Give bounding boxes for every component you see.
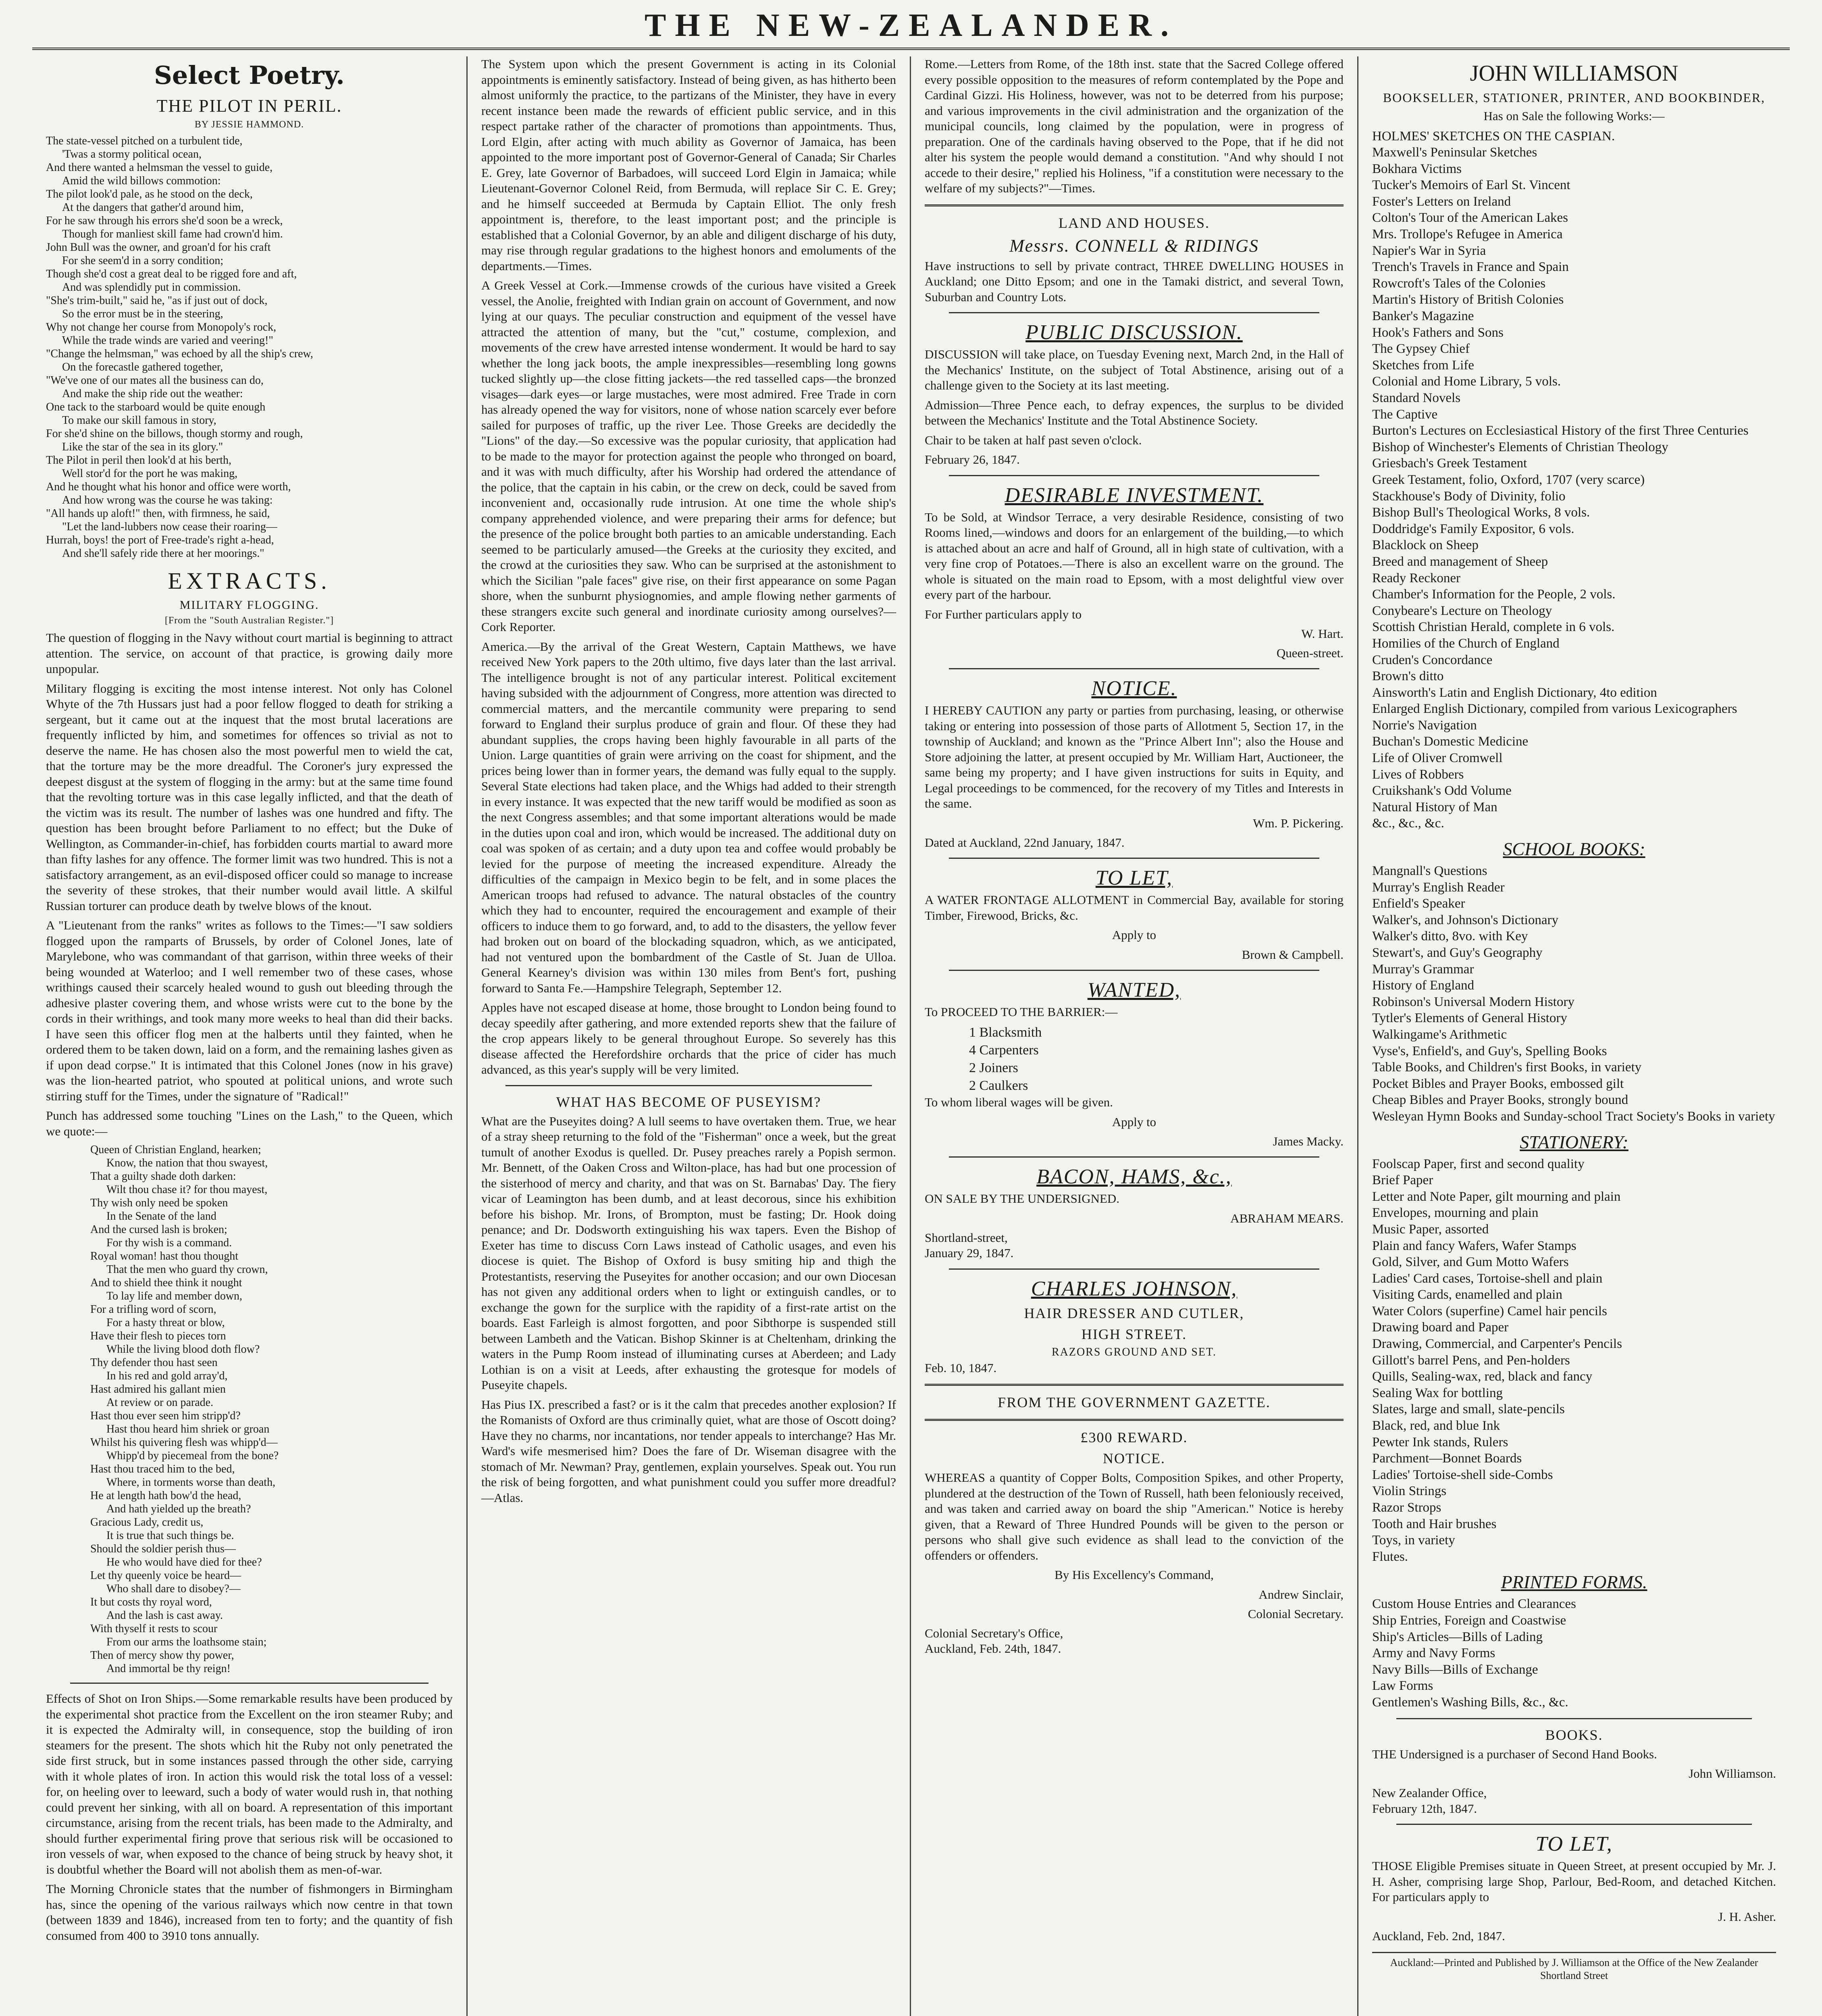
poem-line: "All hands up aloft!" then, with firmness, he said, [46, 507, 270, 520]
ad-body: Apply to [1112, 1114, 1156, 1129]
book-item: Pocket Bibles and Prayer Books, embossed gilt [1372, 1076, 1624, 1091]
divider [1396, 1718, 1752, 1719]
ad-signature: Brown & Campbell. [1242, 947, 1344, 962]
johnson-street: HIGH STREET. [1081, 1326, 1187, 1342]
stationery-item: Quills, Sealing-wax, red, black and fancy [1372, 1369, 1593, 1384]
book-item: Vyse's, Enfield's, and Guy's, Spelling Books [1372, 1043, 1607, 1058]
poem-line: So the error must be in the steering, [62, 308, 223, 320]
poem-line: At the dangers that gather'd around him, [62, 201, 244, 214]
stationery-item: Flutes. [1372, 1549, 1408, 1564]
ad-signature: James Macky. [1273, 1134, 1344, 1148]
bookseller-subheading: BOOKSELLER, STATIONER, PRINTER, AND BOOKBINDER, [1383, 90, 1766, 105]
article-paragraph: Military flogging is exciting the most intense interest. Not only has Colonel Whyte of the 7th Hussars just had a poor fellow flogged to death for striking a sergeant, but it came out at the inquest that the most brutal lacerations are frequently inflicted by him, and sometimes for offences so trivial as not to deserve the name. He has chosen also the most powerful men to wield the cat, that the torture may be the more dreadful. The Coroner's jury expressed the deepest disgust at the system of flogging in the army: but at the same time found that the revolting torture was in this case legally inflicted, and that the death of the victim was its result. The number of lashes was one hundred and fifty. The question has been brought before Parliament to no effect; but the Duke of Wellington, as Commander-in-chief, has forbidden courts martial to award more than fifty lashes for any offence. The former limit was two hundred. This is not a satisfactory arrangement, as an evil-disposed officer could so manage to increase the severity of these strokes, that their number would avail little. A skilful Russian torturer can produce death by twelve blows of the knout. [46, 681, 453, 913]
book-item: Foster's Letters on Ireland [1372, 194, 1511, 209]
book-item: Brown's ditto [1372, 669, 1444, 684]
book-item: Doddridge's Family Expositor, 6 vols. [1372, 521, 1574, 536]
poem-line: "Change the helmsman," was echoed by all the ship's crew, [46, 348, 313, 360]
poem-line: "Let the land-lubbers now cease their roaring— [62, 521, 277, 533]
poem-line: Hast thou ever seen him stripp'd? [90, 1410, 241, 1422]
poem-line: Know, the nation that thou swayest, [106, 1157, 268, 1169]
school-book-list [1372, 863, 1776, 1125]
stationery-item: Brief Paper [1372, 1173, 1433, 1188]
poem-line: In his red and gold array'd, [106, 1370, 228, 1382]
book-item: Robinson's Universal Modern History [1372, 994, 1574, 1009]
divider [949, 312, 1319, 313]
poem-line: 'Twas a stormy political ocean, [62, 148, 202, 160]
columns [32, 56, 1790, 2016]
list-item: 2 Joiners [969, 1060, 1018, 1075]
book-item: Cruikshank's Odd Volume [1372, 783, 1512, 798]
poem-line: Like the star of the sea in its glory." [62, 441, 223, 453]
book-item: Lives of Robbers [1372, 767, 1464, 782]
book-item: Ainsworth's Latin and English Dictionary, 4to edition [1372, 685, 1657, 700]
book-list [1372, 128, 1776, 832]
book-item: Norrie's Navigation [1372, 718, 1477, 733]
ad-body: I HEREBY CAUTION any party or parties from purchasing, leasing, or otherwise taking or entering into possession of those parts of Allotment 5, Section 17, in the township of Auckland; and known as the "Prince Albert Inn"; also the House and Store adjoining the latter, at present occupied by Mr. William Hart, Auctioneer, the same being my property; and I have given instructions for suits in Equity, and Legal proceedings to be commenced, for the recovery of my Titles and Interests in the same. [925, 703, 1344, 810]
poem-line: "She's trim-built," said he, "as if just out of dock, [46, 294, 268, 307]
book-item: Rowcroft's Tales of the Colonies [1372, 276, 1546, 291]
book-item: Chamber's Information for the People, 2 vols. [1372, 587, 1616, 602]
stationery-item: Foolscap Paper, first and second quality [1372, 1156, 1585, 1171]
divider [949, 858, 1319, 859]
poem-line: The state-vessel pitched on a turbulent tide, [46, 135, 243, 147]
stationery-item: Parchment—Bonnet Boards [1372, 1451, 1522, 1466]
ad-signature: Andrew Sinclair, [1258, 1587, 1344, 1602]
stationery-item: Violin Strings [1372, 1484, 1447, 1499]
ad-date: February 12th, 1847. [1372, 1801, 1477, 1816]
book-item: Cruden's Concordance [1372, 652, 1493, 667]
book-item: Stackhouse's Body of Divinity, folio [1372, 489, 1566, 504]
poem-line: Then of mercy show thy power, [90, 1649, 234, 1662]
reward-notice: NOTICE. [1103, 1450, 1165, 1466]
poem-line: And the lash is cast away. [106, 1609, 223, 1622]
poem-line: Though she'd cost a great deal to be rigged fore and aft, [46, 268, 297, 280]
article-paragraph: The question of flogging in the Navy without court martial is beginning to attract attention. The service, on account of that practice, is growing daily more unpopular. [46, 631, 453, 676]
book-item: Mangnall's Questions [1372, 864, 1487, 879]
stationery-item: Gillott's barrel Pens, and Pen-holders [1372, 1353, 1570, 1368]
poem-line: Let thy queenly voice be heard— [90, 1569, 241, 1582]
poem-line: From our arms the loathsome stain; [106, 1636, 267, 1648]
poem-line: And he thought what his honor and office were worth, [46, 481, 291, 493]
book-item: History of England [1372, 978, 1474, 993]
poem-line: Gracious Lady, credit us, [90, 1516, 204, 1529]
form-item: Law Forms [1372, 1679, 1433, 1693]
book-item: Banker's Magazine [1372, 309, 1474, 324]
wanted-list [925, 1024, 1344, 1095]
book-item: Bokhara Victims [1372, 161, 1462, 176]
poem-line: Hast thou heard him shriek or groan [106, 1423, 270, 1435]
article-paragraph: Has Pius IX. prescribed a fast? or is it the calm that precedes another explosion? If the Romanists of Oxford are thus criminally quiet, what are those of Oscott doing? Have they no charms, nor incantations, nor tender appeals to interchange? Has Mr. Ward's wife mesmerised him? Does the fare of Dr. Wiseman disagree with the stomach of Mr. Newman? Pray, gentlemen, explain yourselves. Speak out. You run the risk of being forgotten, and what punishment could you suffer more dreadful?—Atlas. [481, 1397, 896, 1505]
poem-line: It but costs thy royal word, [90, 1596, 212, 1608]
book-item: Scottish Christian Herald, complete in 6 vols. [1372, 620, 1615, 635]
stationery-item: Visiting Cards, enamelled and plain [1372, 1287, 1562, 1302]
article-paragraph: The System upon which the present Government is acting in its Colonial appointments is eminently satisfactory. Instead of being given, as has hitherto been almost uniformly the practice, to the partizans of the Minister, they have in every recent instance been made the rewards of efficient public service, and in this respect partake rather of the character of promotions than appointments. Thus, Lord Elgin, after acting with much ability as Governor of Jamaica, has been appointed to the more important post of Governor-General of Canada; Sir Charles E. Grey, late Governor of Barbadoes, will succeed Lord Elgin in Jamaica; while Lieutenant-Governor Colonel Reid, from Bermuda, will replace Sir C. E. Grey; and he himself succeeded at Bermuda by Captain Elliot. The only fresh appointment is, therefore, to the least important post; and the principle is established that a Colonial Governor, by an able and diligent discharge of his duty, may rise through regular gradations to the highest honors and emoluments of the departments.—Times. [481, 57, 896, 273]
stationery-list [1372, 1156, 1776, 1565]
poem-line: Should the soldier perish thus— [90, 1543, 236, 1555]
stationery-item: Tooth and Hair brushes [1372, 1516, 1497, 1531]
divider [925, 1384, 1344, 1386]
ad-body: DISCUSSION will take place, on Tuesday Evening next, March 2nd, in the Hall of the Mechanics' Institute, on the subject of Total Abstinence, arising out of a challenge given to the Society at its last meeting. [925, 347, 1344, 392]
bacon-heading: BACON, HAMS, &c., [1036, 1165, 1232, 1188]
poem-line: While the trade winds are varied and veering!" [62, 334, 273, 347]
poem-line: For a trifling word of scorn, [90, 1303, 216, 1316]
poem-line: Have their flesh to pieces torn [90, 1330, 226, 1342]
poem-line: John Bull was the owner, and groan'd for his craft [46, 241, 271, 254]
imprint: Auckland:—Printed and Published by J. Williamson at the Office of the New Zealander Shortland Street [1372, 1952, 1776, 1982]
poem-line: One tack to the starboard would be quite enough [46, 401, 266, 413]
ad-body: To whom liberal wages will be given. [925, 1095, 1113, 1109]
divider [505, 1085, 872, 1086]
ad-signature: ABRAHAM MEARS. [1230, 1211, 1344, 1225]
poem-line: Queen of Christian England, hearken; [90, 1143, 261, 1156]
tolet-heading: TO LET, [1095, 866, 1173, 889]
poem-line: Thy wish only need be spoken [90, 1197, 228, 1209]
printed-forms-heading: PRINTED FORMS. [1501, 1572, 1647, 1593]
article-paragraph: The Morning Chronicle states that the number of fishmongers in Birmingham has, since the opening of the various railways which now centre in that town (between 1839 and 1846), increased from ten to forty; and the quantity of fish consumed from 400 to 3910 tons annually. [46, 1882, 453, 1943]
book-item: Tytler's Elements of General History [1372, 1011, 1567, 1026]
book-item: Natural History of Man [1372, 800, 1498, 814]
poem-line: And how wrong was the course he was taking: [62, 494, 273, 506]
masthead-title: THE NEW-ZEALANDER. [644, 8, 1178, 43]
ad-body: For Further particulars apply to [925, 607, 1082, 621]
list-item: 4 Carpenters [969, 1043, 1039, 1058]
ad-body: A WATER FRONTAGE ALLOTMENT in Commercial Bay, available for storing Timber, Firewood, Bricks, &c. [925, 893, 1344, 923]
divider [949, 1268, 1319, 1270]
ad-date: Dated at Auckland, 22nd January, 1847. [925, 835, 1125, 850]
poem-line: The Pilot in peril then look'd at his berth, [46, 454, 231, 467]
article-paragraph: A Greek Vessel at Cork.—Immense crowds of the curious have visited a Greek vessel, the Anolie, freighted with Indian grain on account of Government, and now lying at our quays. The peculiar construction and equipment of the vessel have attracted the attention of many, but the "cut," costume, complexion, and movements of the crew have arrested intense wonderment. It would be hard to say whether the long jack boots, the ample inexpressibles—resembling long gowns tucked slightly up—the close fitting jackets—the red tasselled caps—the bronzed visages—dark eyes—or large mustaches, were most admired. Free Trade in corn has already opened the way for visitors, none of whose nation scarcely ever before sailed for purposes of traffic, up the river Lee. Those Greeks are decidedly the "Lions" of the day.—So excessive was the popular curiosity, that application had to be made to the mayor for protection against the people who thronged on board, and it was with much difficulty, after his Worship had ordered the attendance of the police, that the captain in his cabin, or the crew on deck, could be saved from inconvenient and, occasionally rude intrusion. At one time the whole ship's company apprehended violence, and were preparing their arms for defence; but the presence of the police brought both parties to an amicable understanding. Each seemed to be particularly amused—the Greeks at the curiosity they excited, and the crowd at the curiosities they saw. Who can be surprised at the astonishment to which the Sicilian "pale faces" give rise, on their first appearance on some Pagan shore, when the sunburnt physiognomies, and ample flowing nether garments of these strangers excite such general and inordinate curiosity among ourselves?—Cork Reporter. [481, 278, 896, 634]
poem-line: Whilst his quivering flesh was whipp'd— [90, 1436, 278, 1449]
tolet-heading: TO LET, [1535, 1833, 1613, 1856]
gazette-heading: FROM THE GOVERNMENT GAZETTE. [998, 1394, 1271, 1410]
poem-line: Why not change her course from Monopoly's rock, [46, 321, 277, 333]
poem-line: Amid the wild billows commotion: [62, 175, 221, 187]
book-item: Greek Testament, folio, Oxford, 1707 (very scarce) [1372, 472, 1645, 487]
column-1 [32, 56, 468, 2016]
poem-line: And immortal be thy reign! [106, 1662, 231, 1675]
book-item: The Captive [1372, 407, 1438, 422]
divider [949, 475, 1319, 476]
ad-signature: John Williamson. [1689, 1766, 1776, 1781]
book-item: Burton's Lectures on Ecclesiastical History of the first Three Centuries [1372, 423, 1749, 438]
divider [925, 204, 1344, 206]
poem-line: For thy wish is a command. [106, 1237, 232, 1249]
book-item: The Gypsey Chief [1372, 342, 1470, 356]
list-item: 1 Blacksmith [969, 1025, 1042, 1040]
poem-line: Where, in torments worse than death, [106, 1476, 276, 1489]
poem-line: Royal woman! hast thou thought [90, 1250, 239, 1262]
ad-date: Auckland, Feb. 2nd, 1847. [1372, 1929, 1505, 1943]
book-item: Ready Reckoner [1372, 571, 1460, 585]
book-item: Griesbach's Greek Testament [1372, 456, 1527, 471]
book-item: HOLMES' SKETCHES ON THE CASPIAN. [1372, 129, 1615, 144]
stationery-heading: STATIONERY: [1520, 1131, 1629, 1152]
divider [925, 1419, 1344, 1421]
book-item: Table Books, and Children's first Books, in variety [1372, 1060, 1642, 1075]
ad-signature: Wm. P. Pickering. [1253, 816, 1344, 830]
reward-heading: £300 REWARD. [1080, 1429, 1188, 1445]
poem-line: To make our skill famous in story, [62, 414, 216, 427]
poem-line: For a hasty threat or blow, [106, 1316, 225, 1329]
poem-line: "We've one of our mates all the business can do, [46, 374, 264, 387]
notice-heading: NOTICE. [1091, 677, 1177, 700]
book-item: Walkingame's Arithmetic [1372, 1027, 1507, 1042]
poem-title: THE PILOT IN PERIL. [156, 96, 342, 116]
book-item: Murray's English Reader [1372, 880, 1505, 895]
book-item: Breed and management of Sheep [1372, 554, 1548, 569]
poem-line: For she'd shine on the billows, though stormy and rough, [46, 427, 303, 440]
poem-line: Thy defender thou hast seen [90, 1356, 218, 1369]
poem-line: And there wanted a helmsman the vessel to guide, [46, 161, 273, 174]
book-item: Cheap Bibles and Prayer Books, strongly bound [1372, 1093, 1629, 1108]
book-item: Hook's Fathers and Sons [1372, 325, 1504, 340]
form-item: Gentlemen's Washing Bills, &c., &c. [1372, 1695, 1568, 1710]
book-item: Trench's Travels in France and Spain [1372, 260, 1569, 275]
bookseller-heading: JOHN WILLIAMSON [1470, 61, 1678, 86]
book-item: Maxwell's Peninsular Sketches [1372, 145, 1537, 160]
stationery-item: Black, red, and blue Ink [1372, 1418, 1500, 1433]
book-item: Colonial and Home Library, 5 vols. [1372, 374, 1561, 389]
book-item: Enlarged English Dictionary, compiled from various Lexicographers [1372, 702, 1737, 716]
flogging-title: MILITARY FLOGGING. [179, 598, 319, 612]
stationery-item: Gold, Silver, and Gum Motto Wafers [1372, 1255, 1569, 1270]
divider [1396, 1824, 1752, 1825]
ad-body: ON SALE BY THE UNDERSIGNED. [925, 1191, 1120, 1206]
ad-body: Apply to [1112, 928, 1156, 942]
poem-line: And was splendidly put in commission. [62, 281, 241, 294]
discussion-heading: PUBLIC DISCUSSION. [1025, 321, 1243, 344]
poem-line: And hath yielded up the breath? [106, 1503, 251, 1515]
ad-body: To be Sold, at Windsor Terrace, a very desirable Residence, consisting of two Rooms lined,—windows and doors for an enlargement of the building,—to which is attached about an acre and half of Ground, all in high state of cultivation, with a very fine crop of Potatoes.—There is also an excellent warre on the ground. The whole is situated on the main road to Epsom, with a most delightful view over every part of the harbour. [925, 510, 1344, 602]
stationery-item: Letter and Note Paper, gilt mourning and plain [1372, 1189, 1621, 1204]
johnson-heading: CHARLES JOHNSON, [1031, 1277, 1238, 1300]
poem-line: For he saw through his errors she'd soon be a wreck, [46, 215, 283, 227]
poem-line: He who would have died for thee? [106, 1556, 262, 1568]
book-item: Mrs. Trollope's Refugee in America [1372, 227, 1563, 242]
poem-line: Hast admired his gallant mien [90, 1383, 226, 1395]
poem-line: With thyself it rests to scour [90, 1622, 218, 1635]
stationery-item: Sealing Wax for bottling [1372, 1385, 1503, 1400]
poem-line: To lay life and member down, [106, 1290, 243, 1302]
poem-line: Who shall dare to disobey?— [106, 1583, 241, 1595]
stationery-item: Envelopes, mourning and plain [1372, 1206, 1539, 1220]
ad-body: WHEREAS a quantity of Copper Bolts, Composition Spikes, and other Property, plundered at the destruction of the Town of Russell, hath been feloniously received, and was taken and carried away on board the ship "American." Notice is hereby given, that a Reward of Three Hundred Pounds will be given to the person or persons who shall give such evidence as shall lead to the conviction of the offenders or offenders. [925, 1470, 1344, 1562]
book-item: Wesleyan Hymn Books and Sunday-school Tract Society's Books in variety [1372, 1109, 1775, 1124]
poem-body [46, 134, 453, 560]
stationery-item: Slates, large and small, slate-pencils [1372, 1402, 1565, 1417]
ad-body: Chair to be taken at half past seven o'clock. [925, 433, 1142, 447]
bookseller-intro: Has on Sale the following Works:— [1483, 109, 1665, 123]
poem-line: Hurrah, boys! the port of Free-trade's right a-head, [46, 534, 274, 546]
form-item: Custom House Entries and Clearances [1372, 1597, 1576, 1612]
johnson-razors: RAZORS GROUND AND SET. [1051, 1345, 1217, 1358]
book-item: Walker's ditto, 8vo. with Key [1372, 929, 1528, 944]
poem-line: The pilot look'd pale, as he stood on the deck, [46, 188, 253, 200]
article-paragraph: Effects of Shot on Iron Ships.—Some remarkable results have been produced by the experimental shot practice from the Excellent on the iron steamer Ruby; and it is expected the Admiralty will, in consequence, stop the building of iron steamers for the present. The shots which hit the Ruby not only penetrated the side first struck, but in some instances passed through the other side, carrying with it whole plates of iron. In action this would risk the total loss of a vessel: for, on heeling over to leeward, such a body of water would rush in, that nothing could prevent her sinking, with all on board. A representation of this important circumstance, arising from the recent trials, has been made to the Admiralty, and should further experimental firing prove that serious risk will be occasioned to iron vessels of war, when exposed to the chance of being struck by heavy shot, it is doubtful whether the Board will not abolish them as men-of-war. [46, 1691, 453, 1876]
poem-line: And the cursed lash is broken; [90, 1223, 227, 1236]
divider [949, 970, 1319, 971]
wanted-heading: WANTED, [1087, 978, 1181, 1002]
ad-address: Shortland-street, [925, 1230, 1008, 1245]
book-item: Bishop Bull's Theological Works, 8 vols. [1372, 505, 1590, 520]
book-item: Tucker's Memoirs of Earl St. Vincent [1372, 178, 1570, 193]
article-paragraph: Punch has addressed some touching "Lines on the Lash," to the Queen, which we quote:— [46, 1108, 453, 1138]
poem-line: And to shield thee think it nought [90, 1277, 242, 1289]
land-firm: Messrs. CONNELL & RIDINGS [1009, 235, 1259, 256]
poem-line: Whipp'd by piecemeal from the bone? [106, 1450, 279, 1462]
book-item: Buchan's Domestic Medicine [1372, 734, 1529, 749]
column-3 [911, 56, 1358, 2016]
book-item: &c., &c., &c. [1372, 816, 1444, 831]
book-item: Conybeare's Lecture on Theology [1372, 603, 1552, 618]
ad-signature: Colonial Secretary. [1248, 1606, 1344, 1621]
ad-signature: J. H. Asher. [1718, 1909, 1776, 1924]
stationery-item: Ladies' Tortoise-shell side-Combs [1372, 1467, 1553, 1482]
ad-date: February 26, 1847. [925, 452, 1020, 467]
divider [949, 668, 1319, 669]
ad-body: Have instructions to sell by private contract, THREE DWELLING HOUSES in Auckland; one Ditto Epsom; and one in the Tamaki district, and several Town, Suburban and Country Lots. [925, 258, 1344, 304]
poem-line: In the Senate of the land [106, 1210, 216, 1223]
list-item: 2 Caulkers [969, 1078, 1028, 1093]
stationery-item: Drawing board and Paper [1372, 1320, 1509, 1335]
article-paragraph: Apples have not escaped disease at home, those brought to London being found to decay speedily after gathering, and more extended reports shew that the failure of the crop appears likely to be general throughout Europe. So severely has this disease affected the Herefordshire orchards that the price of cider has much advanced, as this year's supply will be very limited. [481, 1000, 896, 1077]
book-item: Martin's History of British Colonies [1372, 292, 1564, 307]
extracts-heading: EXTRACTS. [168, 568, 331, 594]
article-paragraph: Rome.—Letters from Rome, of the 18th inst. state that the Sacred College offered every possible opposition to the measures of reform contemplated by the Pope and Cardinal Gizzi. His Holiness, however, was not to be deterred from his purpose; and various improvements in the civil administration and the organization of the municipal councils, long claimed by the population, were in progress of preparation. One of the cardinals having observed to the Pope, that if he did not alter his system the people would demand a constitution. "And why should I not accede to their desire," replied his Holiness, "if a constitution were necessary to the welfare of my subjects?"—Times. [925, 57, 1344, 195]
form-item: Army and Navy Forms [1372, 1646, 1495, 1661]
poem-line: That the men who guard thy crown, [106, 1263, 268, 1276]
poem-line: Well stor'd for the port he was making, [62, 467, 238, 480]
ad-body: By His Excellency's Command, [1055, 1568, 1214, 1582]
poem-line: He at length hath bow'd the head, [90, 1489, 241, 1502]
column-4 [1358, 56, 1790, 2016]
poem-line: That a guilty shade doth darken: [90, 1170, 236, 1183]
ad-signature: Queen-street. [1276, 646, 1344, 660]
poem-line: For she seem'd in a sorry condition; [62, 254, 224, 267]
stationery-item: Ladies' Card cases, Tortoise-shell and plain [1372, 1271, 1603, 1286]
poem-line: Hast thou traced him to the bed, [90, 1463, 235, 1475]
article-paragraph: What are the Puseyites doing? A lull seems to have overtaken them. True, we hear of a stray sheep returning to the fold of the "Fisherman" once a week, but the great tumult of another Exodus is quelled. Dr. Pusey preaches rarely a Popish sermon. Mr. Bennett, of the Oaken Cross and Wilton-place, has had but one procession of the sisterhood of mercy and charity, and that was on St. Barnabas' Day. The fiery vicar of Leamington has been dumb, and at least decorous, since his exhibition before his bishop. Mr. Irons, of Brompton, must be fasting; Dr. Hook doing penance; and Dr. Dodsworth extinguishing his wax tapers. Even the Bishop of Exeter has time to discuss Corn Laws instead of Catholic usages, and even his diocese is quiet. The Bishop of Oxford is busy smiting hip and thigh the Protestantists, reserving the Puseyites for another occasion; and our own Diocesan has not given any additional orders when to light or extinguish candles, or to exchange the gown for the surplice with the rapidity of a first-rate artist on the boards. East Farleigh is almost forgotten, and poor Sibthorpe is suspended still between Lambeth and the Vatican. Bishop Skinner is at Cheltenham, drinking the waters in the Pump Room instead of illuminating curses at Aberdeen; and Lady Lothian is on a visit at Leeds, after exhausting the grotesque for models of Puseyite chapels. [481, 1114, 896, 1392]
book-item: Sketches from Life [1372, 358, 1474, 373]
johnson-trade: HAIR DRESSER AND CUTLER, [1024, 1305, 1244, 1321]
stationery-item: Toys, in variety [1372, 1533, 1455, 1548]
poem-line: On the forecastle gathered together, [62, 361, 223, 373]
ad-body: THE Undersigned is a purchaser of Second Hand Books. [1372, 1747, 1657, 1761]
article-paragraph: A "Lieutenant from the ranks" writes as follows to the Times:—"I saw soldiers flogged upon the ramparts of Brussels, by order of Colonel Jones, late of Marylebone, who was commandant of that garrison, within three weeks of their being wounded at Waterloo; and I well remember two of these cases, whose writhings caused their scarcely healed wound to gush out bleeding through the adhesive plaster covering them, and whose wrists were cut to the bone by the cords in their writhings, and took many more weeks to heal than did their backs. I have seen this officer flog men at the halberts until they fainted, when he ordered them to be taken down, laid on a form, and the remaining lashes given as if upon dead corpse." It is intimated that this Colonel Jones (now in his grave) was the lion-hearted patriot, who spouted at political unions, and wrote such stirring stuff for the Times, under the signature of "Radical!" [46, 918, 453, 1103]
article-paragraph: America.—By the arrival of the Great Western, Captain Matthews, we have received New York papers to the 20th ultimo, five days later than the last arrival. The intelligence brought is not of any particular interest. Political excitement having subsided with the adjournment of Congress, more attention was directed to commercial matters, and the mercantile community were preparing to send forward to England their surplus produce of grain and flour. Of these they had abundant supplies, the crops having been highly favourable in all parts of the Union. Large quantities of grain were arriving on the coast for shipment, and the prices being lower than in former years, the demand was fully equal to the supply. Several State elections had taken place, and the Whigs had added to their strength in every instance. It was expected that the new tariff would be modified as soon as the next Congress assembles; and that some important alterations would be made in the duties upon coal and iron, which would be increased. The additional duty on coal was spoken of as certain; and a duty upon tea and coffee would probably be levied for the purpose of meeting the increased expenditure. Already the difficulties of the campaign in Mexico begin to be felt, and in some places the American troops had refused to advance. The natural obstacles of the country which they had to encounter, required the encouragement and example of their officers to induce them to go forward, and, to add to the disasters, the yellow fever had broken out on board of the blockading squadron, which, as we anticipated, had not ventured upon the bombardment of the Castle of St. Juan de Ulloa. General Kearney's division was within 130 miles from Bent's fort, pushing forward to Santa Fe.—Hampshire Telegraph, September 12. [481, 639, 896, 995]
book-item: Homilies of the Church of England [1372, 636, 1560, 651]
divider [949, 1156, 1319, 1158]
ad-body: Admission—Three Pence each, to defray expences, the surplus to be divided between the Mechanics' Institute and the Total Abstinence Society. [925, 398, 1344, 427]
ad-body: To PROCEED TO THE BARRIER:— [925, 1004, 1118, 1019]
column-2 [468, 56, 911, 2016]
forms-list [1372, 1596, 1776, 1710]
book-item: Blacklock on Sheep [1372, 538, 1479, 553]
book-item: Colton's Tour of the American Lakes [1372, 210, 1568, 225]
divider [70, 1683, 428, 1684]
masthead-rule [32, 48, 1790, 50]
book-item: Enfield's Speaker [1372, 896, 1465, 911]
poem-author: BY JESSIE HAMMOND. [194, 119, 304, 130]
ad-body: THOSE Eligible Premises situate in Queen Street, at present occupied by Mr. J. H. Asher, comprising large Shop, Parlour, Bed-Room, and detached Kitchen. For particulars apply to [1372, 1859, 1776, 1904]
form-item: Ship's Articles—Bills of Lading [1372, 1629, 1543, 1644]
stationery-item: Drawing, Commercial, and Carpenter's Pencils [1372, 1337, 1622, 1352]
book-item: Walker's, and Johnson's Dictionary [1372, 912, 1558, 927]
form-item: Navy Bills—Bills of Exchange [1372, 1662, 1538, 1677]
land-heading: LAND AND HOUSES. [1058, 215, 1210, 231]
ad-date: January 29, 1847. [925, 1246, 1014, 1260]
masthead [32, 0, 1790, 48]
puseyism-title: WHAT HAS BECOME OF PUSEYISM? [556, 1093, 822, 1110]
investment-heading: DESIRABLE INVESTMENT. [1005, 483, 1264, 507]
school-books-heading: SCHOOL BOOKS: [1503, 839, 1645, 860]
book-item: Murray's Grammar [1372, 962, 1474, 977]
ad-signature: W. Hart. [1301, 627, 1344, 641]
book-item: Napier's War in Syria [1372, 243, 1486, 258]
poem-line: And make the ship ride out the weather: [62, 387, 243, 400]
stationery-item: Water Colors (superfine) Camel hair pencils [1372, 1304, 1607, 1318]
ad-address: Colonial Secretary's Office, [925, 1626, 1063, 1640]
form-item: Ship Entries, Foreign and Coastwise [1372, 1613, 1566, 1628]
book-item: Stewart's, and Guy's Geography [1372, 946, 1543, 960]
stationery-item: Pewter Ink stands, Rulers [1372, 1435, 1508, 1450]
ad-date: Feb. 10, 1847. [925, 1360, 997, 1375]
stationery-item: Razor Strops [1372, 1500, 1441, 1515]
book-item: Bishop of Winchester's Elements of Christian Theology [1372, 439, 1668, 454]
book-item: Standard Novels [1372, 391, 1461, 405]
lash-poem [46, 1143, 453, 1675]
stationery-item: Plain and fancy Wafers, Wafer Stamps [1372, 1238, 1577, 1253]
poem-line: It is true that such things be. [106, 1529, 234, 1542]
poem-line: While the living blood doth flow? [106, 1343, 260, 1356]
poem-line: Though for manliest skill fame had crown'd him. [62, 228, 283, 240]
poem-line: Wilt thou chase it? for thou mayest, [106, 1183, 268, 1196]
ad-address: New Zealander Office, [1372, 1786, 1487, 1800]
poem-line: At review or on parade. [106, 1396, 214, 1409]
book-item: Life of Oliver Cromwell [1372, 751, 1503, 766]
flogging-source: [From the "South Australian Register."] [164, 615, 334, 626]
stationery-item: Music Paper, assorted [1372, 1222, 1489, 1237]
poetry-heading: Select Poetry. [154, 60, 345, 90]
ad-date: Auckland, Feb. 24th, 1847. [925, 1641, 1061, 1656]
poem-line: And she'll safely ride there at her moorings." [62, 547, 264, 560]
books-heading: BOOKS. [1545, 1727, 1603, 1743]
